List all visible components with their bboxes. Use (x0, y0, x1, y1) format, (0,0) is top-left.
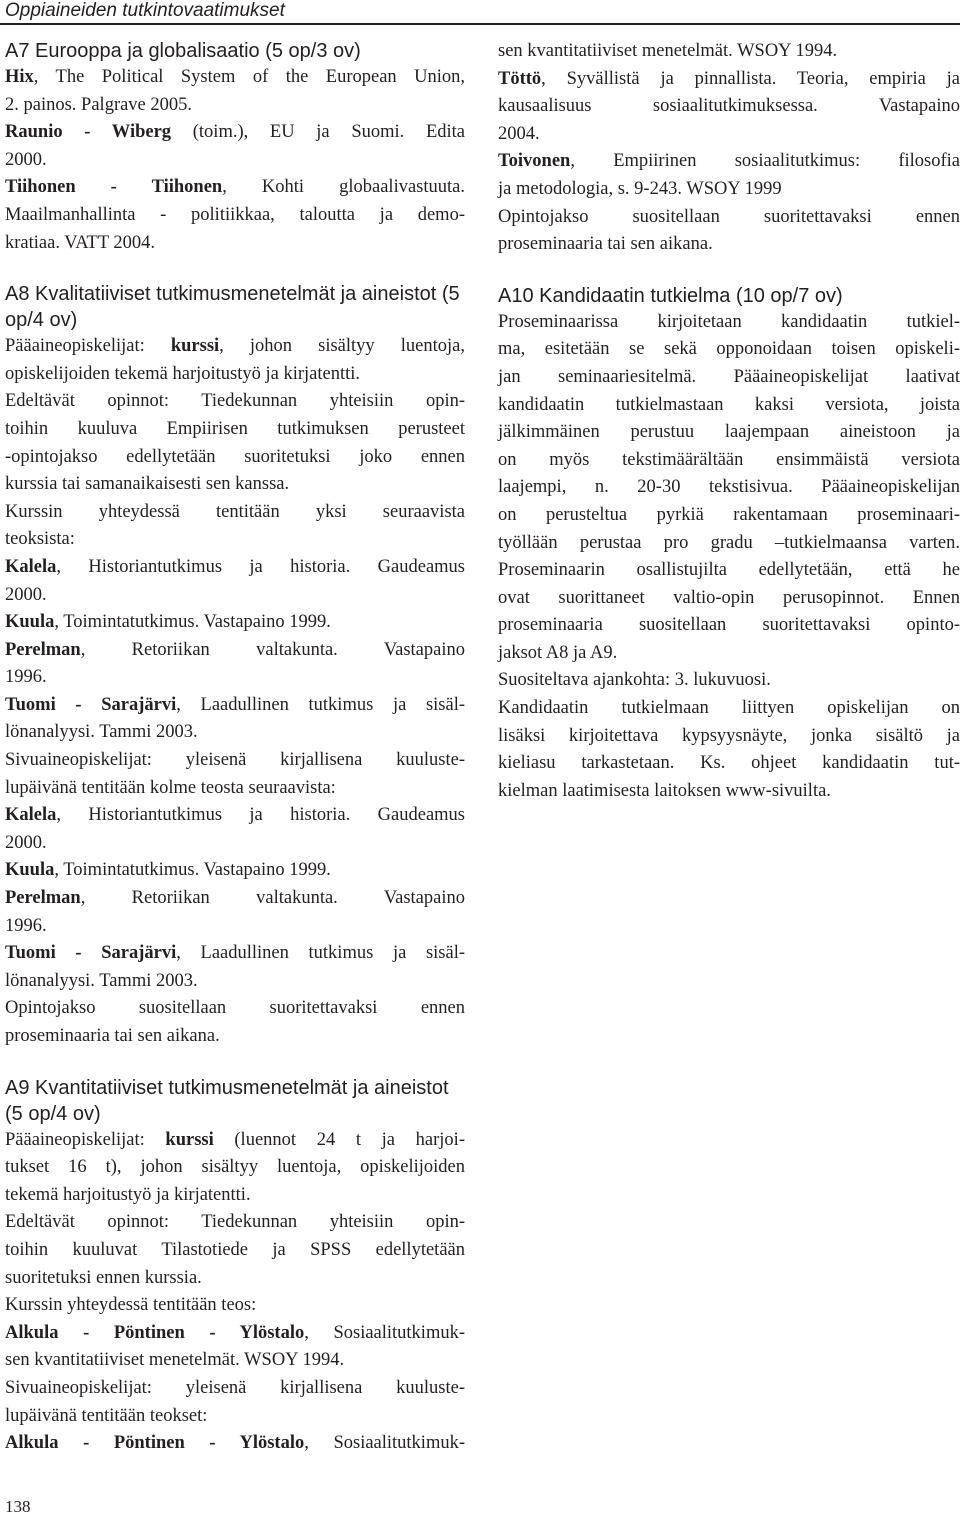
text-line: Tuomi - Sarajärvi, Laadullinen tutkimus ja sisäl- (5, 943, 466, 964)
text-line: Kurssin yhteydessä tentitään yksi seuraavista (5, 501, 465, 522)
text-line: ja metodologia, s. 9-243. WSOY 1999 (498, 178, 782, 199)
text-line: kausaalisuus sosiaalitutkimuksessa. Vastapaino (498, 96, 960, 117)
left-section-2 (5, 281, 465, 1050)
text-line: Alkula - Pöntinen - Ylöstalo, Sosiaalitutkimuk- (5, 1322, 466, 1343)
text-line: 2000. (5, 149, 47, 170)
text-line: suoritetuksi ennen kurssia. (5, 1267, 202, 1288)
text-line: Tuomi - Sarajärvi, Laadullinen tutkimus ja sisäl- (5, 694, 466, 715)
text-line: kieliasu tarkastetaan. Ks. ohjeet kandidaatin tut- (498, 753, 960, 774)
text-line: lönanalyysi. Tammi 2003. (5, 722, 198, 743)
text-line: Perelman, Retoriikan valtakunta. Vastapaino (5, 639, 465, 660)
text-line: lupäivänä tentitään kolme teosta seuraavista: (5, 777, 336, 798)
section-title: A8 Kvalitatiiviset tutkimusmenetelmät ja aineistot (5 op/4 ov) (5, 283, 460, 332)
text-line: 2000. (5, 584, 47, 605)
text-line: lupäivänä tentitään teokset: (5, 1405, 208, 1426)
text-line: on perusteltua pyrkiä rakentamaan proseminaari- (498, 504, 960, 525)
section-title: A9 Kvantitatiiviset tutkimusmenetelmät ja aineistot (5 op/4 ov) (5, 1076, 449, 1125)
text-line: Sivuaineopiskelijat: yleisenä kirjallisena kuuluste- (5, 1377, 465, 1398)
section-title: A7 Eurooppa ja globalisaatio (5 op/3 ov) (5, 40, 361, 62)
text-line: Edeltävät opinnot: Tiedekunnan yhteisiin opin- (5, 1212, 465, 1233)
text-line: proseminaaria suositellaan suoritettavaksi opinto- (498, 615, 960, 636)
text-line: Kurssin yhteydessä tentitään teos: (5, 1295, 257, 1316)
text-line: Kuula, Toimintatutkimus. Vastapaino 1999. (5, 612, 331, 633)
text-line: 2. painos. Palgrave 2005. (5, 94, 193, 115)
text-line: on myös tekstimäärältään ensimmäistä versiota (498, 449, 960, 470)
text-line: Maailmanhallinta - politiikkaa, taloutta ja demo- (5, 204, 465, 225)
text-line: sen kvantitatiiviset menetelmät. WSOY 1994. (498, 41, 838, 61)
text-line: Kuula, Toimintatutkimus. Vastapaino 1999. (5, 860, 331, 881)
text-line: Sivuaineopiskelijat: yleisenä kirjallisena kuuluste- (5, 750, 465, 771)
text-line: Toivonen, Empiirinen sosiaalitutkimus: filosofia (498, 151, 960, 172)
text-line: jälkimmäinen perustuu laajempaan aineistoon ja (498, 422, 960, 443)
text-line: proseminaaria tai sen aikana. (498, 234, 713, 255)
text-line: lisäksi kirjoitettava kypsyysnäyte, jonka sisältö ja (498, 725, 960, 746)
left-section-1 (5, 38, 465, 257)
page-number: 138 (5, 1497, 31, 1516)
text-line: Raunio - Wiberg (toim.), EU ja Suomi. Edita (5, 122, 465, 143)
right-section-2 (498, 283, 960, 806)
left-section-3 (5, 1075, 465, 1458)
text-line: tukset 16 t), johon sisältyy luentoja, opiskelijoiden (5, 1157, 465, 1178)
text-line: ovat suorittaneet valtio-opin perusopinnot. Ennen (498, 587, 960, 608)
text-line: laajempi, n. 20-30 tekstisivua. Pääaineopiskelijan (498, 477, 960, 498)
text-line: ma, esitetään se sekä opponoidaan toisen opiskeli- (498, 339, 960, 360)
left-column (5, 38, 465, 1482)
text-line: Kalela, Historiantutkimus ja historia. Gaudeamus (5, 805, 465, 826)
text-line: Kalela, Historiantutkimus ja historia. Gaudeamus (5, 556, 465, 577)
text-line: Edeltävät opinnot: Tiedekunnan yhteisiin opin- (5, 391, 465, 412)
text-line: 2000. (5, 832, 47, 853)
text-line: tekemä harjoitustyö ja kirjatentti. (5, 1184, 251, 1205)
text-line: 2004. (498, 123, 540, 144)
text-line: Pääaineopiskelijat: kurssi, johon sisältyy luentoja, (5, 336, 465, 357)
text-line: työllään perustaa pro gradu –tutkielmaansa varten. (498, 532, 960, 553)
text-line: kandidaatin tutkielmastaan kaksi versiota, joista (498, 394, 960, 415)
text-line: kurssia tai samanaikaisesti sen kanssa. (5, 474, 290, 495)
running-header: Oppiaineiden tutkintovaatimukset (0, 0, 960, 25)
text-line: Tiihonen - Tiihonen, Kohti globaalivastuuta. (5, 177, 465, 198)
text-line: Hix, The Political System of the European Union, (5, 67, 465, 87)
right-column (498, 38, 960, 829)
text-line: Proseminaarin osallistujilta edellytetään, että he (498, 560, 960, 581)
right-section-1 (498, 38, 960, 259)
text-line: teoksista: (5, 529, 75, 550)
text-line: jaksot A8 ja A9. (498, 642, 618, 663)
text-line: opiskelijoiden tekemä harjoitustyö ja kirjatentti. (5, 363, 361, 384)
text-line: Perelman, Retoriikan valtakunta. Vastapaino (5, 888, 465, 909)
text-line: Suositeltava ajankohta: 3. lukuvuosi. (498, 670, 771, 691)
text-line: 1996. (5, 667, 47, 688)
text-line: Töttö, Syvällistä ja pinnallista. Teoria, empiria ja (498, 68, 960, 89)
section-title: A10 Kandidaatin tutkielma (10 op/7 ov) (498, 284, 843, 307)
text-line: toihin kuuluvat Tilastotiede ja SPSS edellytetään (5, 1239, 465, 1260)
text-line: toihin kuuluva Empiirisen tutkimuksen perusteet (5, 418, 465, 439)
text-line: proseminaaria tai sen aikana. (5, 1026, 220, 1046)
text-line: jan seminaariesitelmä. Pääaineopiskelijat laativat (498, 366, 960, 387)
text-line: kielman laatimisesta laitoksen www-sivuilta. (498, 780, 831, 801)
text-line: sen kvantitatiiviset menetelmät. WSOY 1994. (5, 1350, 345, 1371)
text-line: lönanalyysi. Tammi 2003. (5, 970, 198, 991)
text-line: Opintojakso suositellaan suoritettavaksi ennen (498, 206, 960, 227)
text-line: Kandidaatin tutkielmaan liittyen opiskelijan on (498, 698, 960, 719)
text-line: 1996. (5, 915, 47, 936)
text-line: Opintojakso suositellaan suoritettavaksi ennen (5, 998, 465, 1019)
text-line: -opintojakso edellytetään suoritetuksi joko ennen (5, 446, 465, 467)
text-line: Proseminaarissa kirjoitetaan kandidaatin tutkiel- (498, 311, 960, 332)
text-line: Alkula - Pöntinen - Ylöstalo, Sosiaalitutkimuk- (5, 1433, 466, 1454)
text-line: Pääaineopiskelijat: kurssi (luennot 24 t ja harjoi- (5, 1129, 465, 1150)
text-line: kratiaa. VATT 2004. (5, 232, 156, 253)
